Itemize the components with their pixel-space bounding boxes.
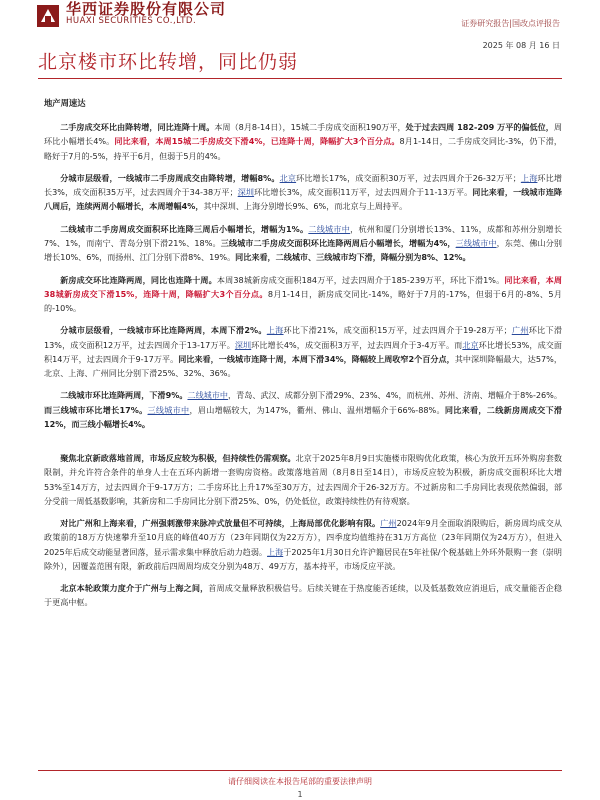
highlight-text: 同比来看，本周38城新房成交下滑15%，连降十周，降幅扩大3个百分点。 [44, 274, 562, 299]
body-text: ，眉山增幅较大，为147%，衢州、佛山、温州增幅介于66%-88%。 [189, 404, 445, 415]
report-footer [0, 770, 600, 800]
body-text: 2024年9月全面取消限购后，新房周均成交从政策前的18万方快速攀升至10月底的峰值40万方（23年同期仅为22万方），四季度均值维持在31万方高位（23年同期仅为24万方），但进入2025年后成交动能显著回落，显示需求集中释放后动力趋弱。 [44, 518, 562, 557]
bold-text: 处于过去四周 182-209 万平的偏低位， [405, 122, 554, 133]
paragraph [44, 323, 562, 380]
body-text: ，杭州和厦门分别增长13%、11%，成都和苏州分别增长7%、1%，而南宁、青岛分别下滑21%、18%。 [44, 223, 562, 248]
bold-text: 新房成交环比连降两周，同比也连降十周。 [60, 274, 217, 285]
body-text: 其中深圳、上海分别增长9%、6%，而北京与上周持平。 [203, 201, 408, 212]
policy-analysis-paragraphs [44, 451, 562, 609]
body-text: 周环比小幅增长4%。 [44, 122, 562, 147]
city-link[interactable]: 二线城市中 [187, 390, 229, 401]
company-name-cn: 华西证券股份有限公司 [66, 0, 227, 18]
body-text: 于2025年1月30日允许沪籍居民在5年社保/个税基础上外环外限购一套（崇明除外），因覆盖范围有限，新政前后四周周均成交分别为48万、49万方，基本持平，市场反应平淡。 [44, 546, 562, 571]
highlight-text: 同比来看，本周15城二手房成交下滑4%，已连降十周，降幅扩大3个百分点。 [114, 136, 400, 147]
paragraph [44, 120, 562, 163]
bold-text: 二线城市环比连降两周，下滑9%。 [60, 390, 188, 401]
report-date: 2025 年 08 月 16 日 [482, 41, 560, 50]
body-text: ，东莞、佛山分别增长10%、6%，而扬州、江门分别下滑8%、19%。 [44, 238, 562, 263]
section-gap [44, 439, 562, 451]
city-link[interactable]: 广州 [380, 518, 397, 529]
body-text: 环比增长3%，成交面积11万平，过去四周介于11-13万平。 [254, 187, 473, 198]
footer-divider [38, 770, 562, 771]
bold-text: 二手房成交环比由降转增，同比连降十周。 [60, 122, 215, 133]
report-type: 证券研究报告|国改点评报告 [461, 19, 560, 28]
body-text: 环比增长53%，成交面积14万平，过去四周介于9-17万平。 [44, 339, 562, 364]
body-text: 本周38城新房成交面积184万平，过去四周介于185-239万平，环比下滑1%。 [216, 274, 505, 285]
bold-text: 三线城市二手房成交面积环比连降两周后小幅增长，增幅为4%， [220, 238, 456, 248]
body-text: ，青岛、武汉、成都分别下滑29%、23%、4%，而杭州、苏州、济南、增幅介于8%-26%。 [228, 390, 562, 401]
report-header [0, 0, 600, 50]
bold-text: 聚焦北京新政落地首周，市场反应较为积极，但持续性仍需观察。 [60, 453, 296, 464]
body-text: 本周（8月8-14日），15城二手房成交面积190万平， [214, 122, 406, 133]
paragraph [44, 581, 562, 609]
page-number: 1 [297, 790, 303, 799]
city-link[interactable]: 广州 [511, 325, 529, 336]
body-text: 环比下滑21%，成交面积15万平，过去四周介于19-28万平； [283, 325, 512, 336]
city-link[interactable]: 二线城市中 [308, 223, 351, 234]
city-link[interactable]: 北京 [279, 173, 297, 183]
paragraph [44, 222, 562, 265]
body-text: 其中深圳降幅最大，达57%，北京、上海、广州同比分别下滑25%、32%、36%。 [44, 353, 562, 378]
title-divider [38, 78, 562, 79]
city-link[interactable]: 三线城市中 [455, 238, 497, 248]
paragraph [44, 516, 562, 573]
page-title: 北京楼市环比转增，同比仍弱 [38, 51, 299, 73]
section-label: 地产周速达 [44, 98, 86, 108]
bold-text: 对比广州和上海来看，广州强刺激带来脉冲式放量但不可持续，上海局部优化影响有限。 [60, 518, 381, 529]
city-link[interactable]: 上海 [266, 325, 284, 336]
paragraph [44, 388, 562, 431]
paragraph [44, 273, 562, 316]
city-link[interactable]: 上海 [267, 546, 284, 557]
huaxi-logo-icon [36, 4, 60, 28]
body-text: 8月1-14日，二手房成交同比-3%，仍下滑，略好于7月的-5%，持平于6月，但弱于5月的4%。 [44, 136, 563, 161]
body-text: 8月1-14日，新房成交同比-14%，略好于7月的-17%，但弱于6月的-8%、5月的-10%。 [44, 288, 562, 313]
bold-text: 而三线城市环比增长17%。 [44, 404, 148, 415]
bold-text: 同比来看，二线新房周成交下滑12%，而三线小幅增长4%。 [44, 404, 562, 429]
body-text: 环比增长17%，成交面积30万平，过去四周介于26-32万平； [296, 173, 521, 183]
city-link[interactable]: 北京 [462, 339, 479, 350]
bold-text: 分城市层级看，一线城市二手房周成交由降转增，增幅8%。 [60, 173, 280, 183]
bold-text: 同比来看，二线城市、三线城市均下滑，降幅分别为8%、12%。 [235, 252, 471, 263]
report-body [44, 96, 562, 618]
legal-notice: 请仔细阅读在本报告尾部的重要法律声明 [228, 777, 372, 786]
bold-text: 同比来看，一线城市连降十周，本周下滑34%，降幅较上周收窄2个百分点， [178, 353, 455, 364]
body-text: 环比增长4%，成交面积3万平，过去四周介于3-4万平。而 [251, 339, 463, 350]
paragraph [44, 451, 562, 508]
city-link[interactable]: 深圳 [234, 339, 252, 350]
city-link[interactable]: 三线城市中 [147, 404, 190, 415]
bold-text: 分城市层级看，一线城市环比连降两周，本周下滑2%。 [60, 325, 267, 336]
body-text: 环比下滑13%，成交面积12万平，过去四周介于13-17万平。 [44, 325, 562, 350]
bold-text: 同比来看，一线城市连降八周后，连续两周小幅增长，本周增幅4%， [44, 187, 562, 212]
body-text: 北京于2025年8月9日实施楼市限购优化政策，核心为放开五环外购房套数限制，并允许符合条件的单身人士在五环内新增一套购房资格。政策落地首周（8月8日至14日），市场反应较为积极，新房成交面积环比大增53%至14万方，过去四周介于9-17万方；二手房环比上升17%至30万方，过去四周介于26-32万方。不过新房和二手房同比表现依然偏弱，部分受前一周低基数影响，其新房和二手房同比分别下滑25%、0%，仍处低位，政策持续性仍有待观察。 [44, 453, 562, 506]
paragraph [44, 171, 562, 214]
body-text: 首周成交量释放积极信号。后续关键在于热度能否延续，以及低基数效应消退后，成交量能否企稳于更高中枢。 [44, 583, 562, 608]
market-data-paragraphs [44, 120, 562, 431]
bold-text: 二线城市二手房周成交面积环比连降三周后小幅增长，增幅为1%。 [60, 223, 309, 234]
company-name-en: HUAXI SECURITIES CO.,LTD. [66, 16, 197, 26]
city-link[interactable]: 上海 [520, 173, 538, 183]
body-text: 环比增长3%，成交面积35万平，过去四周介于34-38万平； [44, 173, 562, 198]
bold-text: 北京本轮政策力度介于广州与上海之间， [60, 583, 209, 594]
city-link[interactable]: 深圳 [237, 187, 255, 198]
